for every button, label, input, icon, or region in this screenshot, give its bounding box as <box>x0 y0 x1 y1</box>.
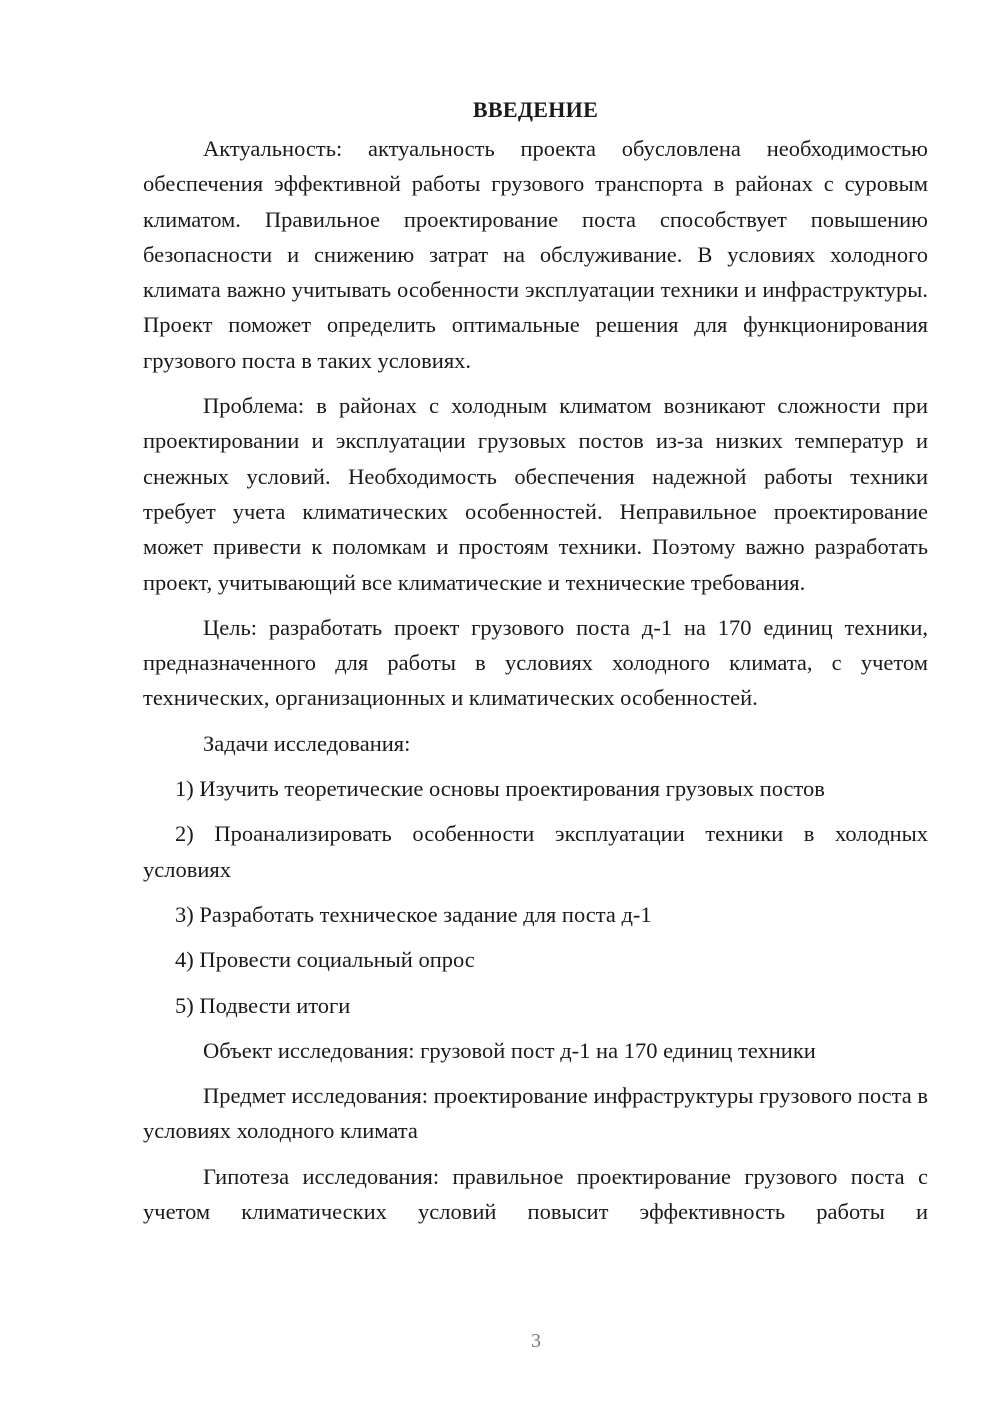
page-title: ВВЕДЕНИЕ <box>472 97 599 122</box>
task-item-4: 4) Провести социальный опрос <box>175 947 475 973</box>
object-paragraph: Объект исследования: грузовой пост д-1 на 170 единиц техники <box>203 1037 816 1063</box>
task-item-3: 3) Разработать техническое задание для поста д-1 <box>175 901 652 927</box>
hypothesis-paragraph: Гипотеза исследования: правильное проектирование грузового поста с учетом климатических условий повысит эффективность работы и <box>143 1163 928 1225</box>
task-item-1: 1) Изучить теоретические основы проектирования грузовых постов <box>175 776 825 802</box>
document-page <box>143 95 928 1239</box>
problem-paragraph: Проблема: в районах с холодным климатом возникают сложности при проектировании и эксплуатации грузовых постов из-за низких температур и снежных условий. Необходимость обеспечения надежной работы техники требует учета климатических особенностей. Неправильное проектирование может привести к поломкам и простоям техники. Поэтому важно разработать проект, учитывающий все климатические и технические требования. <box>143 393 928 595</box>
task-item-5: 5) Подвести итоги <box>175 992 351 1018</box>
subject-paragraph: Предмет исследования: проектирование инфраструктуры грузового поста в условиях холодного климата <box>143 1083 928 1144</box>
tasks-heading: Задачи исследования: <box>203 730 411 756</box>
task-item-2: 2) Проанализировать особенности эксплуатации техники в холодных условиях <box>143 821 928 882</box>
page-number: 3 <box>531 1330 541 1352</box>
goal-paragraph: Цель: разработать проект грузового поста д-1 на 170 единиц техники, предназначенного для работы в условиях холодного климата, с учетом технических, организационных и климатических особенностей. <box>143 614 928 711</box>
relevance-paragraph: Актуальность: актуальность проекта обусловлена необходимостью обеспечения эффективной работы грузового транспорта в районах с суровым климатом. Правильное проектирование поста способствует повышению безопасности и снижению затрат на обслуживание. В условиях холодного климата важно учитывать особенности эксплуатации техники и инфраструктуры. Проект поможет определить оптимальные решения для функционирования грузового поста в таких условиях. <box>143 136 928 373</box>
